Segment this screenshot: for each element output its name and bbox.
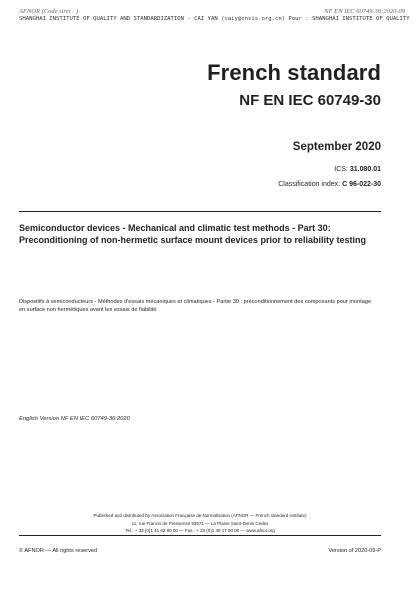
top-divider [19, 211, 381, 212]
french-title: Dispositifs à semiconducteurs - Méthodes d'essais mécaniques et climatiques - Partie 30 : préconditionnement des composants pour montage en surface non hermétiques avant les essais de fiabilité [19, 299, 372, 314]
classification-value: C 96-022-30 [342, 181, 381, 188]
publisher-info [19, 512, 381, 535]
title-block [207, 60, 381, 109]
version-note: English Version NF EN IEC 60749-30:2020 [19, 416, 130, 422]
copyright-notice: © AFNOR — All rights reserved [19, 548, 98, 554]
ics-code [278, 166, 381, 173]
bottom-divider [19, 535, 381, 536]
publisher-contact: Tel.: + 33 (0)1 41 62 80 00 — Fax.: + 33 (0)1 49 17 90 00 — www.afnor.org [125, 528, 275, 533]
version-label: Version of 2020-09-P [328, 548, 381, 554]
metadata-block [278, 141, 381, 188]
classification-index [278, 181, 381, 188]
watermark-doc-ref: NF EN IEC 60749-30:2020-09 [324, 8, 405, 15]
document-type: French standard [207, 60, 381, 85]
watermark [0, 8, 417, 30]
publisher-line-1: Published and distributed by Association Française de Normalisation (AFNOR — French standard institute) [93, 513, 307, 518]
publisher-address: 11, rue Francis de Pressensé 93571 — La Plaine Saint-Denis Cedex [131, 520, 269, 526]
publication-date: September 2020 [292, 141, 381, 153]
ics-label: ICS: [334, 166, 348, 173]
classification-label: Classification index: [278, 181, 341, 188]
watermark-source: AFNOR (Code siret : ) [19, 8, 78, 15]
watermark-licensee: SHANGHAI INSTITUTE OF QUALITY AND STANDARDIZATION - CAI YAN (caiy@cnsis.org.cn) Pour : SHANGHAI INSTITUTE OF QUALITY [19, 16, 410, 22]
ics-value: 31.080.01 [349, 166, 381, 173]
document-number: NF EN IEC 60749-30 [239, 92, 381, 109]
english-title: Semiconductor devices - Mechanical and climatic test methods - Part 30: Preconditioning of non-hermetic surface mount devices prior to reliability testing [19, 223, 367, 245]
watermark-line-1 [0, 8, 417, 16]
